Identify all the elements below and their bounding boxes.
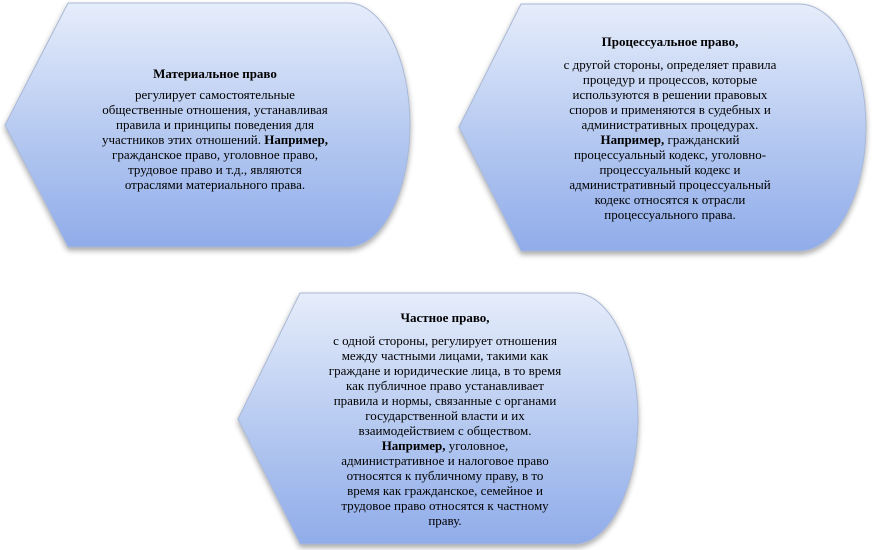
text-line: административных процедурах. xyxy=(581,117,759,132)
procedural-law-title-line xyxy=(500,34,840,49)
example-bold: Например, xyxy=(264,132,329,147)
text-line: отраслями материального права. xyxy=(124,177,306,192)
text-line: государственной власти и их xyxy=(365,408,525,423)
procedural-law-title: Процессуальное право xyxy=(601,34,736,49)
text-line: административный процессуальный xyxy=(569,177,771,192)
material-law-title: Материальное право xyxy=(153,66,277,81)
text-line: граждане и юридические лица, в то время xyxy=(328,363,562,378)
text-line: процессуального права. xyxy=(604,207,736,222)
private-law-title: Частное право, xyxy=(400,310,490,325)
text-line: трудовое право и т.д., являются xyxy=(128,162,302,177)
text-line: споров и применяются в судебных и xyxy=(569,102,771,117)
text-line: гражданское право, уголовное право, xyxy=(112,147,318,162)
text-line-part: уголовное, xyxy=(445,438,509,453)
text-line: взаимодействием с обществом. xyxy=(358,423,532,438)
text-line: правила и принципы поведения для xyxy=(116,117,314,132)
example-bold: Например, xyxy=(381,438,446,453)
text-line: праву. xyxy=(428,513,462,528)
text-line: процессуальный кодекс, уголовно- xyxy=(573,147,767,162)
procedural-law-text xyxy=(500,34,840,222)
text-line: процедур и процессов, которые xyxy=(582,72,758,87)
text-line: трудовое право относятся к частному xyxy=(341,498,549,513)
material-law-text xyxy=(60,66,370,192)
text-line: процессуальный кодекс и xyxy=(599,162,741,177)
text-line: между частными лицами, такими как xyxy=(341,348,549,363)
example-bold: Например, xyxy=(600,132,665,147)
text-line: с одной стороны, регулирует отношения xyxy=(333,333,557,348)
text-line xyxy=(60,132,370,147)
text-line: время как гражданское, семейное и xyxy=(347,483,543,498)
text-line: регулирует самостоятельные xyxy=(135,87,295,102)
text-line-part: участников этих отношений. xyxy=(101,132,265,147)
text-line xyxy=(285,438,605,453)
text-line: относятся к публичному праву, в то xyxy=(346,468,544,483)
text-line: как публичное право устанавливает xyxy=(346,378,544,393)
text-line-part: гражданский xyxy=(664,132,740,147)
text-line: административное и налоговое право xyxy=(341,453,549,468)
text-line: кодекс относятся к отрасли xyxy=(594,192,746,207)
text-line: общественные отношения, устанавливая xyxy=(102,102,328,117)
text-line: используются в решении правовых xyxy=(572,87,768,102)
private-law-text xyxy=(285,310,605,528)
text-line xyxy=(500,132,840,147)
text-line: с другой стороны, определяет правила xyxy=(563,57,777,72)
title-suffix: , xyxy=(735,34,739,49)
text-line: правила и нормы, связанные с органами xyxy=(333,393,557,408)
